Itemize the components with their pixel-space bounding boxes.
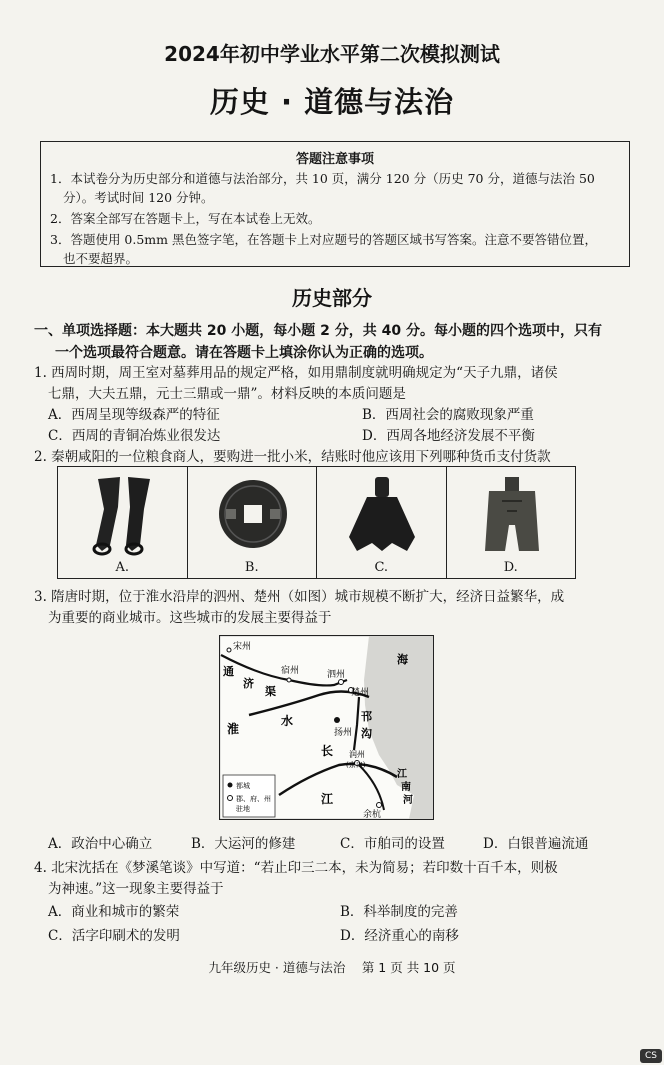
question-1-option-b: B．西周社会的腐败现象严重	[362, 407, 534, 423]
capital-marker	[334, 717, 340, 723]
notice-line: 1．本试卷分为历史部分和道德与法治部分，共 10 页，满分 120 分（历史 70 分，道德与法治 50	[50, 171, 595, 186]
map-label-runzhou: 润州	[349, 750, 365, 759]
section-instruction: 一个选项最符合题意。请在答题卡上填涂你认为正确的选项。	[55, 345, 433, 361]
question-4-option-b: B．科举制度的完善	[340, 904, 458, 920]
spade-coin-image	[317, 467, 447, 560]
map-label-yuhang: 余杭	[363, 810, 382, 820]
map-label-gou: 沟	[361, 727, 372, 740]
question-1-option-d: D．西周各地经济发展不平衡	[362, 428, 535, 444]
question-4-stem: 4. 北宋沈括在《梦溪笔谈》中写道：“若止印三二本，未为简易；若印数十百千本，则极	[34, 860, 558, 876]
question-3-option-d: D．白银普遍流通	[483, 836, 589, 852]
map-label-jiangnan: 江	[397, 769, 407, 780]
notice-line: 3．答题使用 0.5mm 黑色签字笔，在答题卡上对应题号的答题区域书写答案。注意不要答错位置，	[50, 232, 597, 247]
question-3-option-a: A．政治中心确立	[48, 836, 153, 852]
coin-option-b-label: B.	[244, 560, 259, 575]
map-label-jingkou: (京口)	[346, 761, 366, 769]
map-label-han: 邗	[361, 710, 372, 723]
city-marker	[339, 680, 344, 685]
question-1-option-c: C．西周的青铜冶炼业很发达	[48, 428, 221, 444]
coin-option-a	[58, 467, 188, 578]
coin-option-b	[188, 467, 318, 578]
map-label-hai: 海	[397, 653, 408, 666]
city-marker	[287, 678, 291, 682]
map-label-songzhou: 宋州	[233, 642, 252, 652]
legend-city-label-2: 驻地	[236, 805, 250, 813]
map-label-huai: 淮	[227, 722, 240, 736]
map-label-nan: 南	[401, 782, 411, 793]
coin-option-c	[317, 467, 447, 578]
question-4-option-c: C．活字印刷术的发明	[48, 928, 180, 944]
question-4-stem: 为神速。”这一现象主要得益于	[48, 881, 224, 897]
question-3-option-b: B．大运河的修建	[191, 836, 296, 852]
map-label-tong: 通	[223, 665, 234, 678]
question-1-stem: 1. 西周时期，周王室对墓葬用品的规定严格，如用鼎制度就明确规定为“天子九鼎，诸侯	[34, 365, 558, 381]
page-footer: 九年级历史 · 道德与法治 第 1 页 共 10 页	[208, 960, 456, 975]
legend-capital-label: 都城	[236, 782, 250, 790]
legend-capital-icon	[228, 783, 233, 788]
map-label-chuzhou: 楚州	[351, 688, 370, 698]
spade-coin-flat-image	[447, 467, 577, 560]
notice-line: 2．答案全部写在答题卡上，写在本试卷上无效。	[50, 211, 321, 226]
map-label-chang: 长	[321, 744, 334, 758]
notice-title: 答题注意事项	[295, 152, 374, 167]
question-3-stem: 3. 隋唐时期，位于淮水沿岸的泗州、楚州（如图）城市规模不断扩大，经济日益繁华，成	[34, 589, 565, 605]
map-label-sizhou: 泗州	[327, 670, 346, 680]
map-label-he: 河	[403, 795, 413, 806]
exam-subject: 历史 · 道德与法治	[209, 85, 455, 119]
map-label-jiang: 江	[321, 792, 334, 806]
notice-line: 也不要超界。	[63, 251, 139, 266]
grand-canal-map	[219, 635, 434, 820]
legend-city-label: 郡、府、州	[236, 795, 271, 803]
question-2-stem: 2. 秦朝咸阳的一位粮食商人，要购进一批小米，结账时他应该用下列哪种货币支付货款	[34, 449, 551, 465]
notice-line: 分）。考试时间 120 分钟。	[63, 190, 214, 205]
map-label-shui: 水	[281, 714, 294, 728]
question-4-option-d: D．经济重心的南移	[340, 928, 459, 944]
map-label-qu: 渠	[265, 685, 276, 698]
scanner-badge: CS	[640, 1049, 662, 1063]
coin-option-a-label: A.	[115, 560, 130, 575]
notice-box	[40, 141, 630, 267]
coin-options-table	[57, 466, 576, 579]
map-label-yangzhou: 扬州	[334, 728, 353, 738]
legend-city-icon	[228, 796, 233, 801]
coin-option-c-label: C.	[374, 560, 389, 575]
exam-title: 2024年初中学业水平第二次模拟测试	[164, 42, 500, 66]
city-marker	[377, 803, 382, 808]
map-label-suzhou: 宿州	[281, 666, 300, 676]
question-3-option-c: C．市舶司的设置	[340, 836, 445, 852]
knife-coin-image	[58, 467, 188, 560]
city-marker	[227, 648, 231, 652]
question-4-option-a: A．商业和城市的繁荣	[48, 904, 180, 920]
question-1-option-a: A．西周呈现等级森严的特征	[48, 407, 220, 423]
question-1-stem: 七鼎，大夫五鼎，元士三鼎或一鼎”。材料反映的本质问题是	[48, 386, 406, 402]
map-label-ji: 济	[243, 677, 254, 690]
round-coin-image	[188, 467, 318, 560]
question-3-stem: 为重要的商业城市。这些城市的发展主要得益于	[48, 610, 332, 626]
coin-option-d	[447, 467, 576, 578]
section-title: 历史部分	[292, 286, 372, 310]
coin-option-d-label: D.	[503, 560, 518, 575]
section-instruction: 一、单项选择题：本大题共 20 小题，每小题 2 分，共 40 分。每小题的四个选项中，只有	[34, 323, 602, 339]
